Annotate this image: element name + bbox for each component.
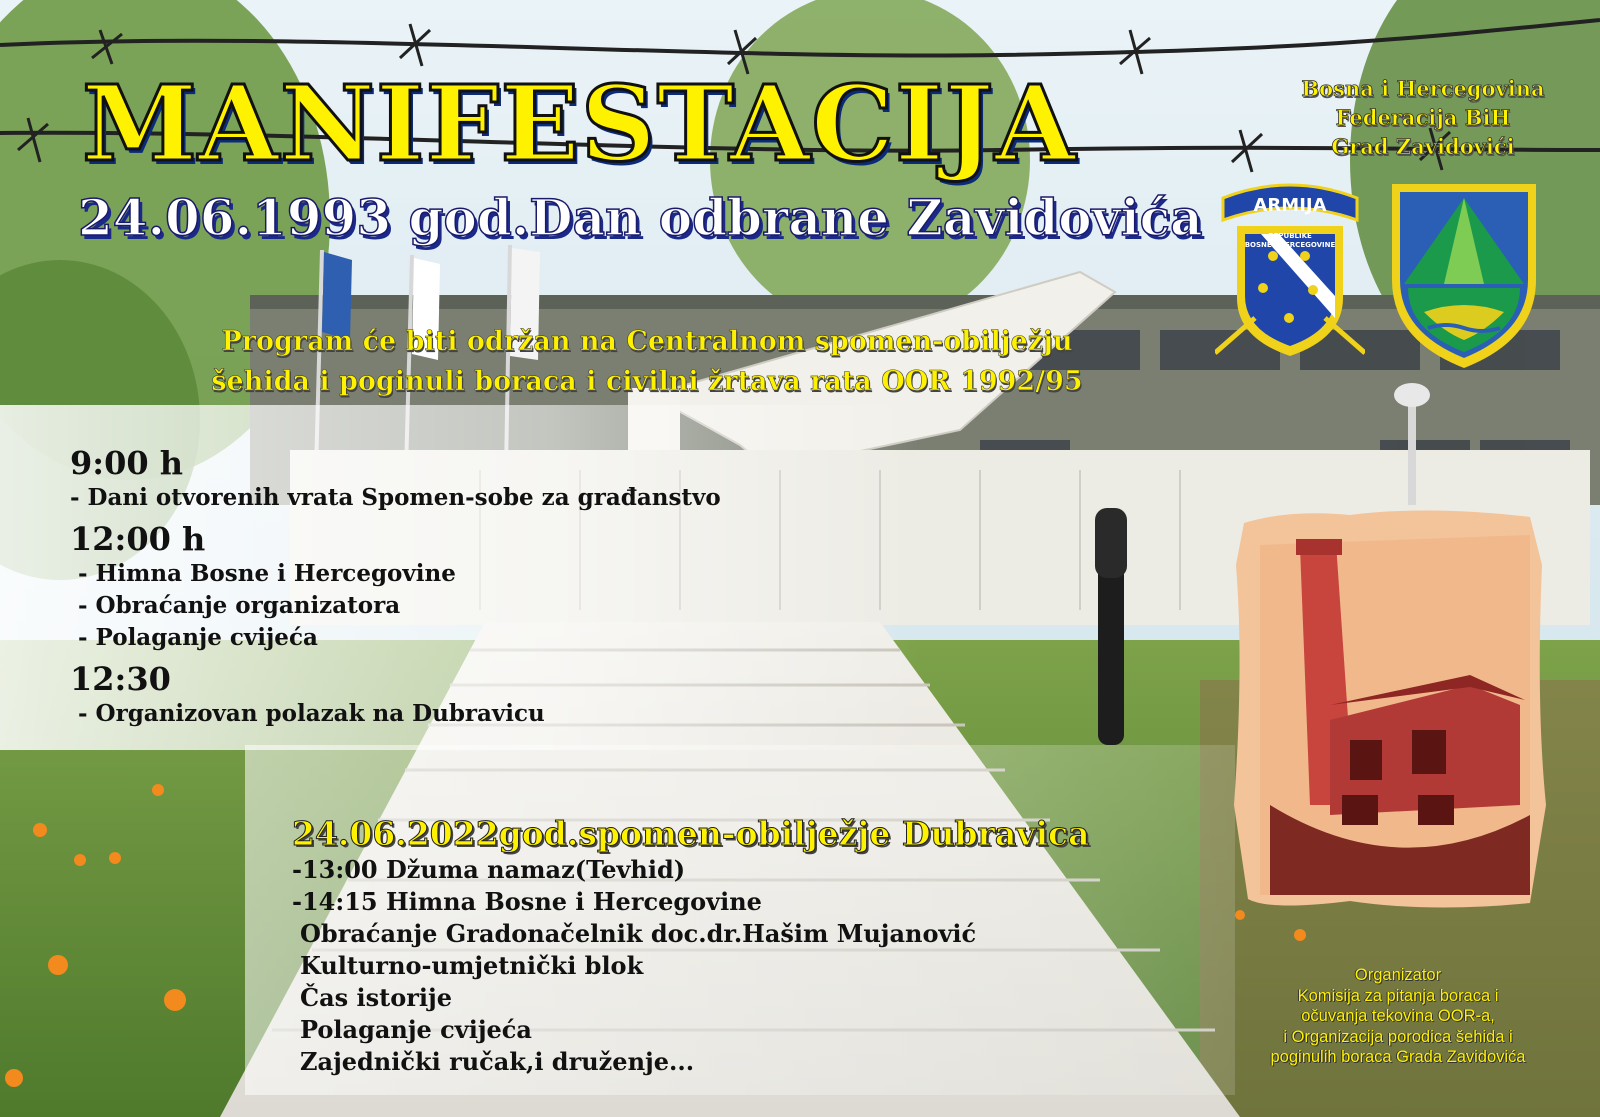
organizer-block xyxy=(1228,965,1568,1068)
schedule-item: - Organizovan polazak na Dubravicu xyxy=(78,700,545,727)
organizer-line-4: poginulih boraca Grada Zavidovića xyxy=(1270,1048,1526,1066)
schedule-item: - Obraćanje organizatora xyxy=(78,592,401,619)
army-emblem-sub1: REPUBLIKE xyxy=(1268,232,1312,240)
army-arc-text: ARMIJA xyxy=(1253,195,1327,216)
dubravica-item: -13:00 Džuma namaz(Tevhid) xyxy=(292,855,686,884)
country-line-3: Grad Zavidovići xyxy=(1331,134,1515,159)
program-location xyxy=(112,322,1182,402)
municipality-coat-of-arms-icon xyxy=(1388,180,1540,372)
army-emblem-sub2: BOSNE I HERCEGOVINE xyxy=(1244,241,1336,249)
organizer-line-3: i Organizacija porodica šehida i xyxy=(1283,1027,1513,1046)
event-subtitle: 24.06.1993 god.Dan odbrane Zavidovića xyxy=(78,188,1203,247)
dubravica-program xyxy=(292,814,1292,1078)
army-emblem-icon xyxy=(1215,178,1365,368)
schedule-time: 12:30 xyxy=(70,660,171,698)
dubravica-item: Obraćanje Gradonačelnik doc.dr.Hašim Mujanović xyxy=(300,919,977,948)
dubravica-item: Polaganje cvijeća xyxy=(300,1015,532,1044)
country-block xyxy=(1278,74,1568,161)
program-line-2: šehida i poginuli boraca i civilni žrtava rata OOR 1992/95 xyxy=(211,366,1083,397)
schedule-item: - Himna Bosne i Hercegovine xyxy=(78,560,456,587)
schedule-time: 9:00 h xyxy=(70,444,184,482)
dubravica-item: -14:15 Himna Bosne i Hercegovine xyxy=(292,887,762,916)
organizer-label: Organizator xyxy=(1354,966,1442,984)
schedule-item: - Polaganje cvijeća xyxy=(78,624,318,651)
country-line-2: Federacija BiH xyxy=(1335,105,1511,130)
army-emblem-subtext xyxy=(1240,232,1340,250)
schedule xyxy=(70,438,870,730)
organizer-line-1: Komisija za pitanja boraca i xyxy=(1297,986,1499,1005)
dubravica-item: Kulturno-umjetnički blok xyxy=(300,951,644,980)
program-line-1: Program će biti održan na Centralnom spomen-obilježju xyxy=(221,326,1073,357)
dubravica-heading: 24.06.2022god.spomen-obilježje Dubravica xyxy=(292,814,1090,853)
page-title: MANIFESTACIJA xyxy=(82,62,1077,185)
dubravica-item: Čas istorije xyxy=(300,983,452,1012)
organizer-line-2: očuvanja tekovina OOR-a, xyxy=(1301,1007,1495,1025)
schedule-item: - Dani otvorenih vrata Spomen-sobe za građanstvo xyxy=(70,484,721,511)
dubravica-item: Zajednički ručak,i druženje... xyxy=(300,1047,695,1076)
schedule-time: 12:00 h xyxy=(70,520,206,558)
country-line-1: Bosna i Hercegovina xyxy=(1301,76,1545,101)
